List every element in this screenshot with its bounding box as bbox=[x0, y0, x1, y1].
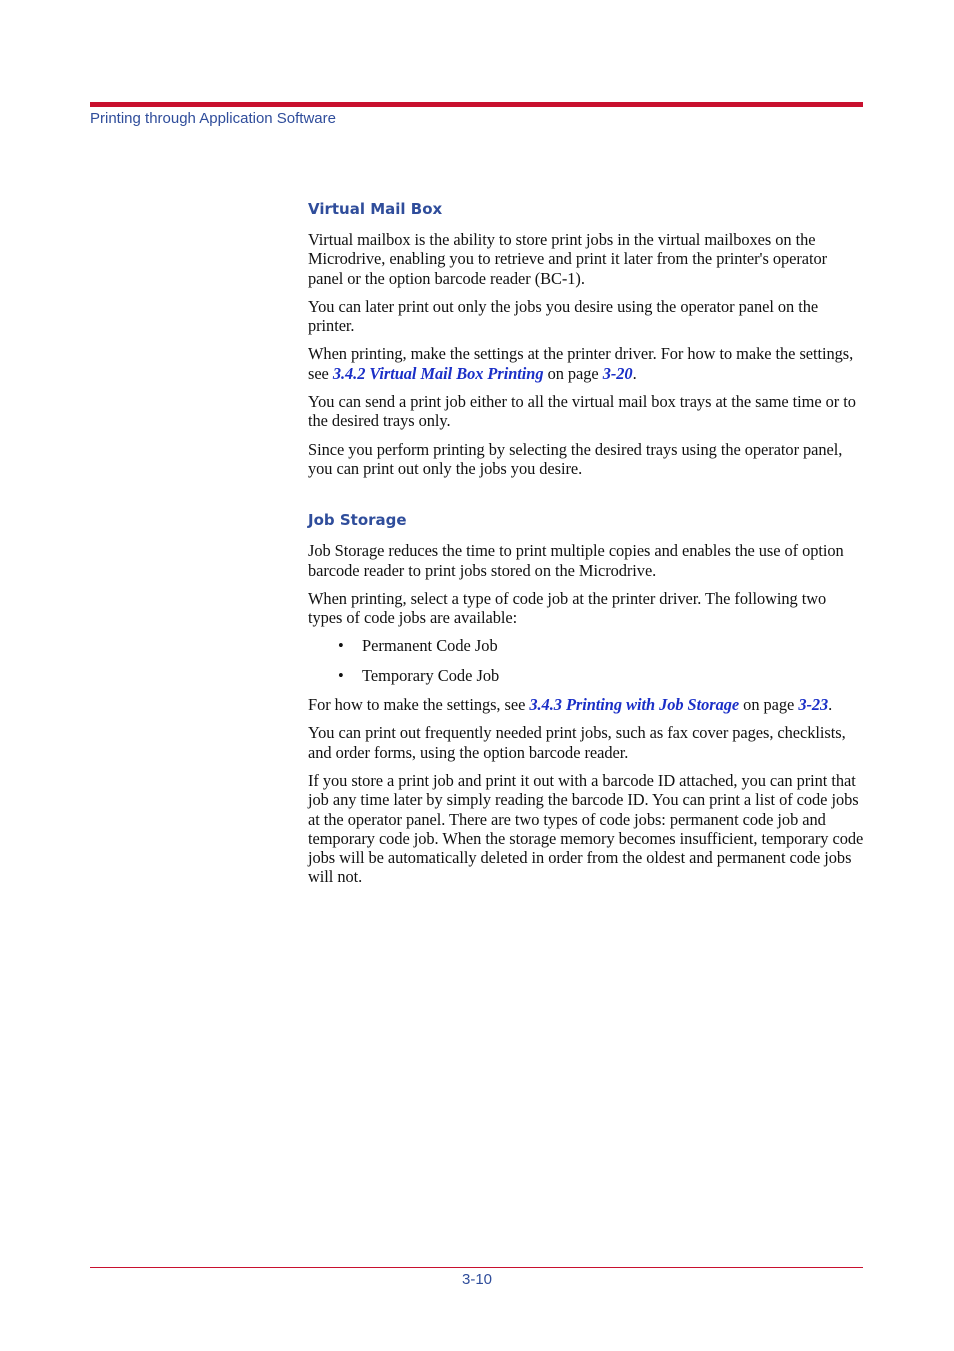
list-item bbox=[308, 636, 864, 655]
running-header: Printing through Application Software bbox=[90, 110, 336, 127]
list-item-text: Permanent Code Job bbox=[362, 636, 498, 656]
paragraph bbox=[308, 344, 864, 383]
paragraph-text: When printing, make the settings at the printer driver. For how to make the settings, see bbox=[308, 344, 854, 383]
heading-job-storage: Job Storage bbox=[308, 511, 407, 530]
paragraph-text: on page bbox=[543, 363, 603, 383]
paragraph: Virtual mailbox is the ability to store print jobs in the virtual mailboxes on the Microdrive, enabling you to retrieve and print it later from the printer's operator panel or the option barcode reader (BC-1). bbox=[308, 230, 828, 288]
paragraph: Since you perform printing by selecting the desired trays using the operator panel, you can print out only the jobs you desire. bbox=[308, 439, 843, 478]
paragraph: Job Storage reduces the time to print multiple copies and enables the use of option barcode reader to print jobs stored on the Microdrive. bbox=[308, 541, 844, 580]
xref-link-virtual-mail-box-printing[interactable]: 3.4.2 Virtual Mail Box Printing bbox=[332, 363, 544, 383]
main-content bbox=[308, 198, 864, 896]
paragraph: When printing, select a type of code job at the printer driver. The following two types of code jobs are available: bbox=[308, 588, 827, 628]
list-item-text: Temporary Code Job bbox=[362, 665, 500, 685]
bullet-list bbox=[308, 636, 864, 685]
paragraph: You can send a print job either to all the virtual mail box trays at the same time or to the desired trays only. bbox=[308, 392, 856, 431]
heading-virtual-mail-box: Virtual Mail Box bbox=[308, 200, 443, 218]
footer-rule bbox=[90, 1267, 863, 1268]
paragraph: You can later print out only the jobs you desire using the operator panel on the printer. bbox=[308, 296, 819, 336]
page-number: 3-10 bbox=[461, 1271, 493, 1288]
paragraph-text: on page bbox=[739, 695, 799, 715]
paragraph: You can print out frequently needed print jobs, such as fax cover pages, checklists, and order forms, using the option barcode reader. bbox=[308, 723, 846, 762]
xref-link-printing-with-job-storage[interactable]: 3.4.3 Printing with Job Storage bbox=[529, 695, 740, 715]
paragraph bbox=[308, 695, 864, 714]
xref-page-link[interactable]: 3-23 bbox=[798, 695, 829, 715]
paragraph-text: . bbox=[632, 363, 637, 383]
paragraph-text: . bbox=[828, 695, 833, 715]
header-rule bbox=[90, 102, 863, 107]
bullet-icon: • bbox=[338, 665, 344, 685]
xref-page-link[interactable]: 3-20 bbox=[602, 363, 633, 383]
paragraph-text: For how to make the settings, see bbox=[308, 695, 530, 715]
list-item bbox=[308, 666, 864, 685]
paragraph: If you store a print job and print it out with a barcode ID attached, you can print that job any time later by simply reading the barcode ID. You can print a list of code jobs at the operator panel. There are two types of code jobs: permanent code job and temporary code job. When the storage memory becomes insufficient, temporary code jobs will be automatically deleted in order from the oldest and permanent code jobs will not. bbox=[308, 770, 864, 887]
bullet-icon: • bbox=[338, 636, 344, 656]
